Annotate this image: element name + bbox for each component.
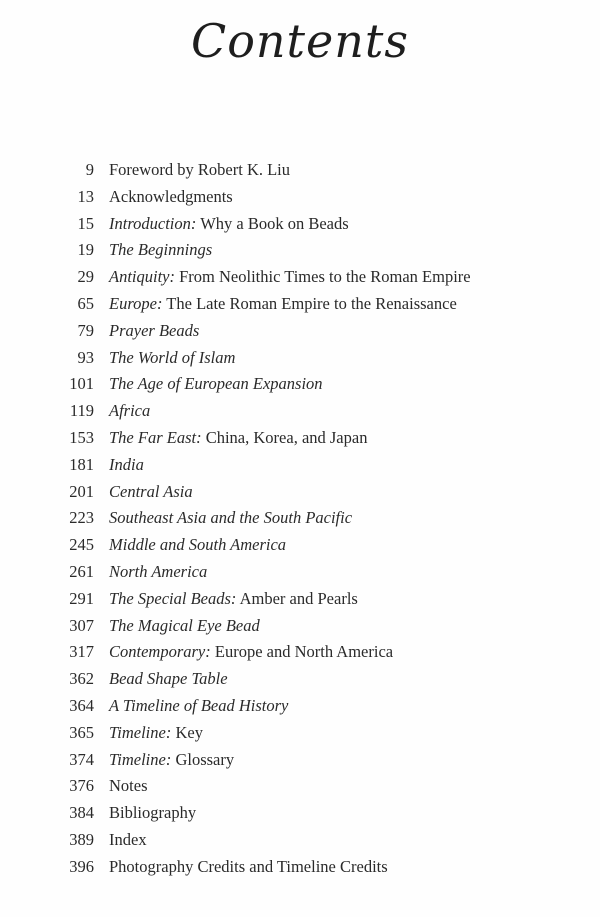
toc-entry — [0, 559, 600, 586]
toc-entry-title-roman: Index — [109, 829, 147, 849]
toc-entry-title-roman: Notes — [109, 776, 148, 796]
toc-entry-title-roman: China, Korea, and Japan — [201, 427, 368, 447]
toc-entry — [0, 157, 600, 184]
toc-entry-title-roman: Europe and North America — [210, 642, 394, 662]
toc-entry-title — [109, 747, 234, 774]
toc-entry — [0, 345, 600, 372]
toc-entry-title-roman: Photography Credits and Timeline Credits — [109, 856, 388, 876]
toc-entry-title — [109, 398, 150, 425]
toc-entry-title — [109, 264, 471, 291]
toc-page-number: 364 — [69, 695, 94, 715]
toc-entry — [0, 479, 600, 506]
toc-entry — [0, 371, 600, 398]
toc-entry-title — [109, 237, 212, 264]
toc-entry-title — [109, 693, 288, 720]
toc-entry — [0, 586, 600, 613]
toc-page-number: 307 — [69, 615, 94, 635]
toc-page-number: 181 — [69, 454, 94, 474]
toc-entry-title-italic: The Age of European Expansion — [109, 374, 323, 394]
toc-page-number: 317 — [69, 642, 94, 662]
toc-entry-title-italic: The Special Beads: — [109, 588, 237, 608]
toc-page-number: 153 — [69, 427, 94, 447]
toc-entry-title — [109, 639, 393, 666]
toc-entry-title-roman: Glossary — [171, 749, 235, 769]
toc-entry-title-italic: The Far East: — [109, 427, 202, 447]
toc-entry-title-roman: From Neolithic Times to the Roman Empire — [174, 267, 471, 287]
toc-entry-title-italic: The Magical Eye Bead — [109, 615, 260, 635]
table-of-contents — [0, 157, 600, 881]
toc-entry-title-italic: Africa — [109, 401, 151, 421]
toc-page-number: 9 — [85, 160, 94, 179]
toc-entry — [0, 211, 600, 238]
toc-page-number: 389 — [69, 829, 94, 849]
toc-entry — [0, 854, 600, 881]
toc-entry — [0, 425, 600, 452]
toc-page-number: 93 — [77, 347, 94, 367]
toc-entry-title-italic: Timeline: — [109, 749, 172, 769]
toc-entry-title-italic: The World of Islam — [109, 347, 236, 367]
toc-entry-title-italic: Southeast Asia and the South Pacific — [109, 508, 353, 528]
toc-page-number: 201 — [69, 481, 94, 501]
toc-entry-title — [109, 425, 367, 452]
page-title: Contents — [191, 14, 409, 68]
toc-entry-title-roman: The Late Roman Empire to the Renaissance — [162, 293, 457, 313]
toc-entry-title — [109, 666, 228, 693]
toc-entry-title — [109, 505, 352, 532]
toc-entry-title-italic: The Beginnings — [109, 240, 213, 260]
toc-entry-title-italic: Prayer Beads — [109, 320, 200, 340]
toc-page-number: 223 — [69, 508, 94, 528]
toc-entry — [0, 666, 600, 693]
toc-entry-title-italic: A Timeline of Bead History — [109, 695, 289, 715]
toc-entry-title — [109, 586, 358, 613]
toc-entry-title-italic: India — [109, 454, 144, 474]
toc-entry-title-italic: Introduction: — [109, 213, 197, 233]
toc-entry — [0, 291, 600, 318]
toc-entry — [0, 318, 600, 345]
toc-entry-title-italic: North America — [109, 561, 208, 581]
toc-entry-title — [109, 291, 457, 318]
toc-entry — [0, 184, 600, 211]
toc-page-number: 374 — [69, 749, 94, 769]
toc-entry-title — [109, 720, 203, 747]
toc-entry-title — [109, 854, 388, 881]
toc-entry-title — [109, 318, 199, 345]
toc-entry-title-roman: Why a Book on Beads — [196, 213, 349, 233]
toc-entry — [0, 398, 600, 425]
toc-entry — [0, 827, 600, 854]
toc-page-number: 119 — [69, 401, 94, 421]
toc-entry-title-roman: Key — [171, 722, 203, 742]
toc-entry-title-italic: Middle and South America — [109, 535, 287, 555]
toc-page-number: 65 — [77, 293, 94, 313]
toc-entry-title — [109, 345, 235, 372]
toc-entry-title — [109, 800, 196, 827]
toc-entry-title-roman: Foreword by Robert K. Liu — [109, 160, 291, 179]
toc-entry — [0, 639, 600, 666]
toc-entry — [0, 720, 600, 747]
toc-entry-title-roman: Bibliography — [109, 803, 197, 823]
toc-entry — [0, 532, 600, 559]
toc-page-number: 13 — [77, 186, 94, 206]
toc-entry-title — [109, 827, 147, 854]
toc-page-number: 362 — [69, 669, 94, 689]
toc-entry-title — [109, 452, 144, 479]
toc-page-number: 29 — [77, 267, 94, 287]
toc-entry-title — [109, 559, 207, 586]
toc-entry — [0, 613, 600, 640]
toc-entry-title — [109, 773, 148, 800]
toc-entry-title-italic: Timeline: — [109, 722, 172, 742]
toc-entry — [0, 237, 600, 264]
toc-entry-title — [109, 157, 290, 184]
toc-entry-title — [109, 613, 260, 640]
toc-entry-title-italic: Contemporary: — [109, 642, 211, 662]
toc-page-number: 261 — [69, 561, 94, 581]
toc-page-number: 291 — [69, 588, 94, 608]
toc-page-number: 19 — [77, 240, 94, 260]
toc-page-number: 376 — [69, 776, 94, 796]
toc-page-number: 396 — [69, 856, 94, 876]
toc-entry-title-roman: Amber and Pearls — [236, 588, 358, 608]
toc-page-number: 79 — [77, 320, 94, 340]
toc-entry — [0, 452, 600, 479]
toc-entry-title-italic: Bead Shape Table — [109, 669, 228, 689]
toc-page-number: 101 — [69, 374, 94, 394]
toc-entry-title-italic: Antiquity: — [109, 267, 175, 287]
toc-page-number: 384 — [69, 803, 94, 823]
toc-page-number: 245 — [69, 535, 94, 555]
toc-entry-title — [109, 371, 323, 398]
toc-entry-title — [109, 479, 193, 506]
toc-entry-title — [109, 532, 286, 559]
toc-entry-title — [109, 211, 349, 238]
toc-entry — [0, 264, 600, 291]
toc-entry — [0, 693, 600, 720]
toc-entry — [0, 747, 600, 774]
toc-page-number: 365 — [69, 722, 94, 742]
toc-entry-title — [109, 184, 233, 211]
toc-entry — [0, 800, 600, 827]
toc-entry-title-italic: Europe: — [109, 293, 163, 313]
toc-entry — [0, 773, 600, 800]
toc-entry-title-italic: Central Asia — [109, 481, 193, 501]
toc-page-number: 15 — [77, 213, 94, 233]
toc-entry-title-roman: Acknowledgments — [109, 186, 233, 206]
toc-entry — [0, 505, 600, 532]
